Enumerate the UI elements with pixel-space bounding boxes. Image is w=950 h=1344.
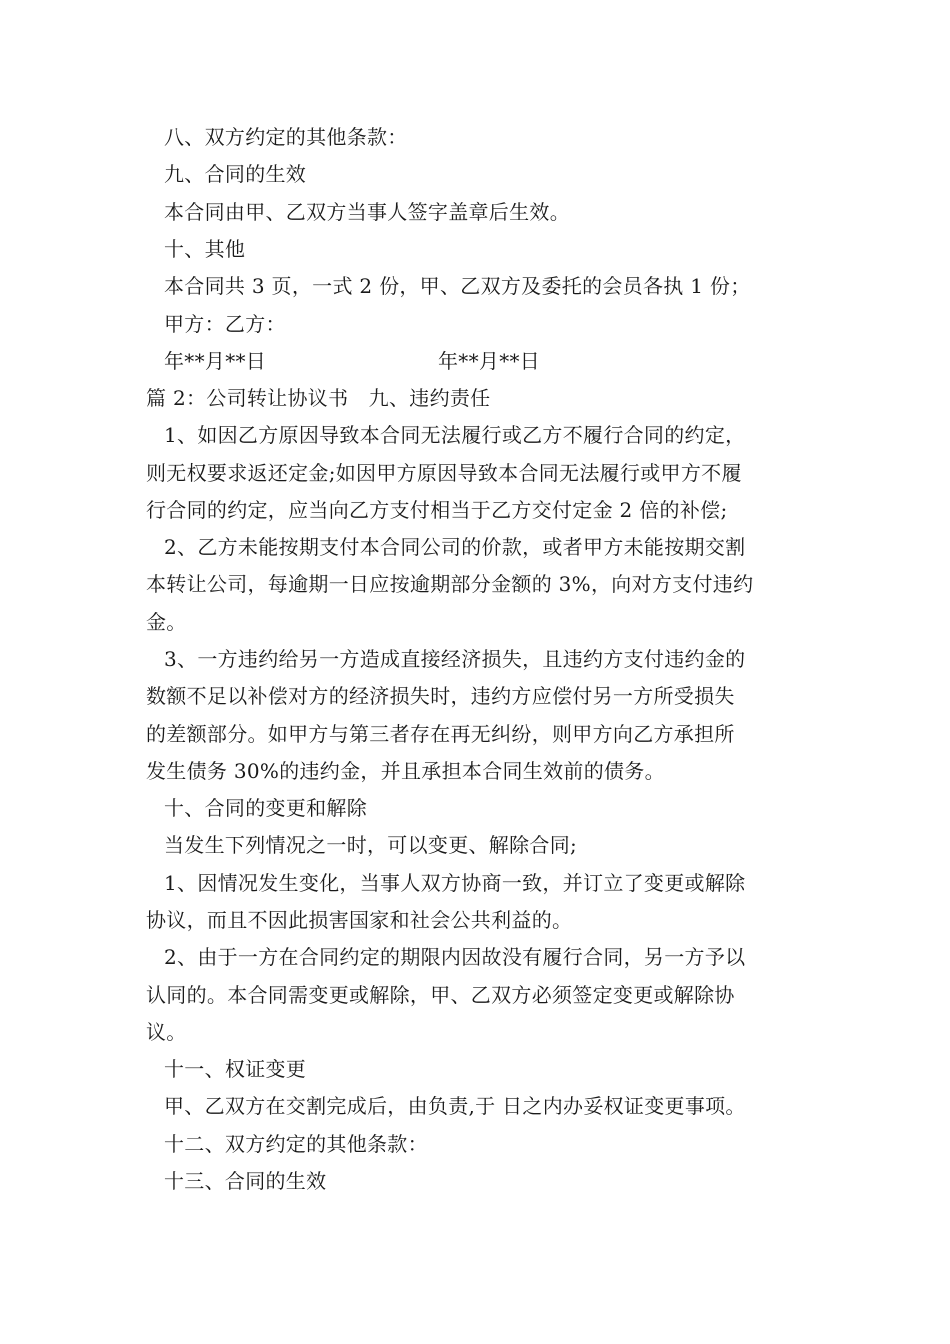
clause-12-heading: 十二、双方约定的其他条款： xyxy=(164,1132,428,1156)
change-termination-intro: 当发生下列情况之一时，可以变更、解除合同; xyxy=(164,833,578,857)
breach-item-2-line-1: 2、乙方未能按期支付本合同公司的价款，或者甲方未能按期交割 xyxy=(164,535,746,559)
change-item-2-line-2: 认同的。本合同需变更或解除，甲、乙双方必须签定变更或解除协 xyxy=(146,983,735,1007)
title-change-text: 甲、乙双方在交割完成后，由负责,于 日之内办妥权证变更事项。 xyxy=(164,1094,746,1118)
section-2-heading: 篇 2：公司转让协议书 九、违约责任 xyxy=(146,386,491,410)
breach-item-3-line-2: 数额不足以补偿对方的经济损失时，违约方应偿付另一方所受损失 xyxy=(146,684,735,708)
change-item-2-line-1: 2、由于一方在合同约定的期限内因故没有履行合同，另一方予以 xyxy=(164,945,746,969)
change-item-1-line-1: 1、因情况发生变化，当事人双方协商一致，并订立了变更或解除 xyxy=(164,871,746,895)
clause-8-heading: 八、双方约定的其他条款： xyxy=(164,125,408,149)
change-termination-heading: 十、合同的变更和解除 xyxy=(164,796,367,820)
signature-parties: 甲方：乙方： xyxy=(164,312,286,336)
breach-item-1-line-2: 则无权要求返还定金;如因甲方原因导致本合同无法履行或甲方不履 xyxy=(146,461,742,485)
clause-10-text: 本合同共 3 页，一式 2 份，甲、乙双方及委托的会员各执 1 份； xyxy=(164,274,751,298)
breach-item-2-line-2: 本转让公司，每逾期一日应按逾期部分金额的 3%，向对方支付违约 xyxy=(146,572,754,596)
signature-date-left: 年**月**日 xyxy=(164,349,267,373)
breach-item-1-line-3: 行合同的约定，应当向乙方支付相当于乙方交付定金 2 倍的补偿; xyxy=(146,498,728,522)
change-item-1-line-2: 协议，而且不因此损害国家和社会公共利益的。 xyxy=(146,908,573,932)
breach-item-3-line-3: 的差额部分。如甲方与第三者存在再无纠纷，则甲方向乙方承担所 xyxy=(146,722,735,746)
title-change-heading: 十一、权证变更 xyxy=(164,1057,307,1081)
breach-item-2-line-3: 金。 xyxy=(146,610,187,634)
signature-date-right: 年**月**日 xyxy=(438,349,541,373)
clause-9-text: 本合同由甲、乙双方当事人签字盖章后生效。 xyxy=(164,200,570,224)
clause-9-heading: 九、合同的生效 xyxy=(164,162,307,186)
clause-10-heading: 十、其他 xyxy=(164,237,246,261)
breach-item-3-line-1: 3、一方违约给另一方造成直接经济损失，且违约方支付违约金的 xyxy=(164,647,746,671)
breach-item-1-line-1: 1、如因乙方原因导致本合同无法履行或乙方不履行合同的约定， xyxy=(164,423,746,447)
change-item-2-line-3: 议。 xyxy=(146,1020,187,1044)
breach-item-3-line-4: 发生债务 30%的违约金，并且承担本合同生效前的债务。 xyxy=(146,759,665,783)
clause-13-heading: 十三、合同的生效 xyxy=(164,1169,327,1193)
